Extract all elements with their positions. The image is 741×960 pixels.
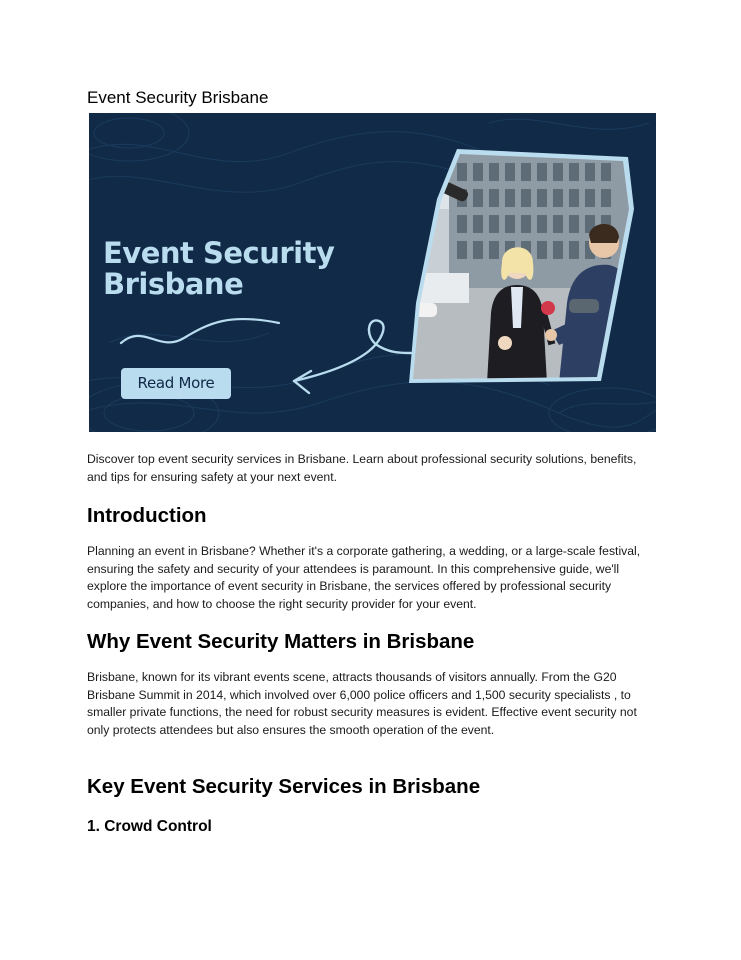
banner-title-line1: Event Security [103,236,335,270]
heading-key-event-security-services: Key Event Security Services in Brisbane [87,775,481,798]
banner-title-line2: Brisbane [103,267,244,301]
arrow-head-icon [294,371,311,393]
paragraph-why-event-security-matters: Brisbane, known for its vibrant events scene, attracts thousands of visitors annually. From the G20 Brisbane Summit in 2014, which involved over 6,000 police officers and 1,500 security specialists , to smaller private functions, the need for robust security measures is evident. Effective event security not only protects attendees but also ensures the smooth operation of the event. [87,670,637,737]
intro-summary: Discover top event security services in Brisbane. Learn about professional security solutions, benefits, and tips for ensuring safety at your next event. [87,452,637,484]
read-more-button[interactable]: Read More [121,368,231,399]
heading-introduction: Introduction [87,504,207,527]
document-title: Event Security Brisbane [87,88,269,107]
heading-why-event-security-matters: Why Event Security Matters in Brisbane [87,630,475,653]
hero-banner [89,113,656,432]
paragraph-introduction: Planning an event in Brisbane? Whether it's a corporate gathering, a wedding, or a large-scale festival, ensuring the safety and security of your attendees is paramount. In this comprehensive guide, we'll explore the importance of event security in Brisbane, the services offered by professional security companies, and how to choose the right security provider for your event. [87,544,641,611]
heading-crowd-control: 1. Crowd Control [87,818,212,835]
banner-title [103,238,334,300]
